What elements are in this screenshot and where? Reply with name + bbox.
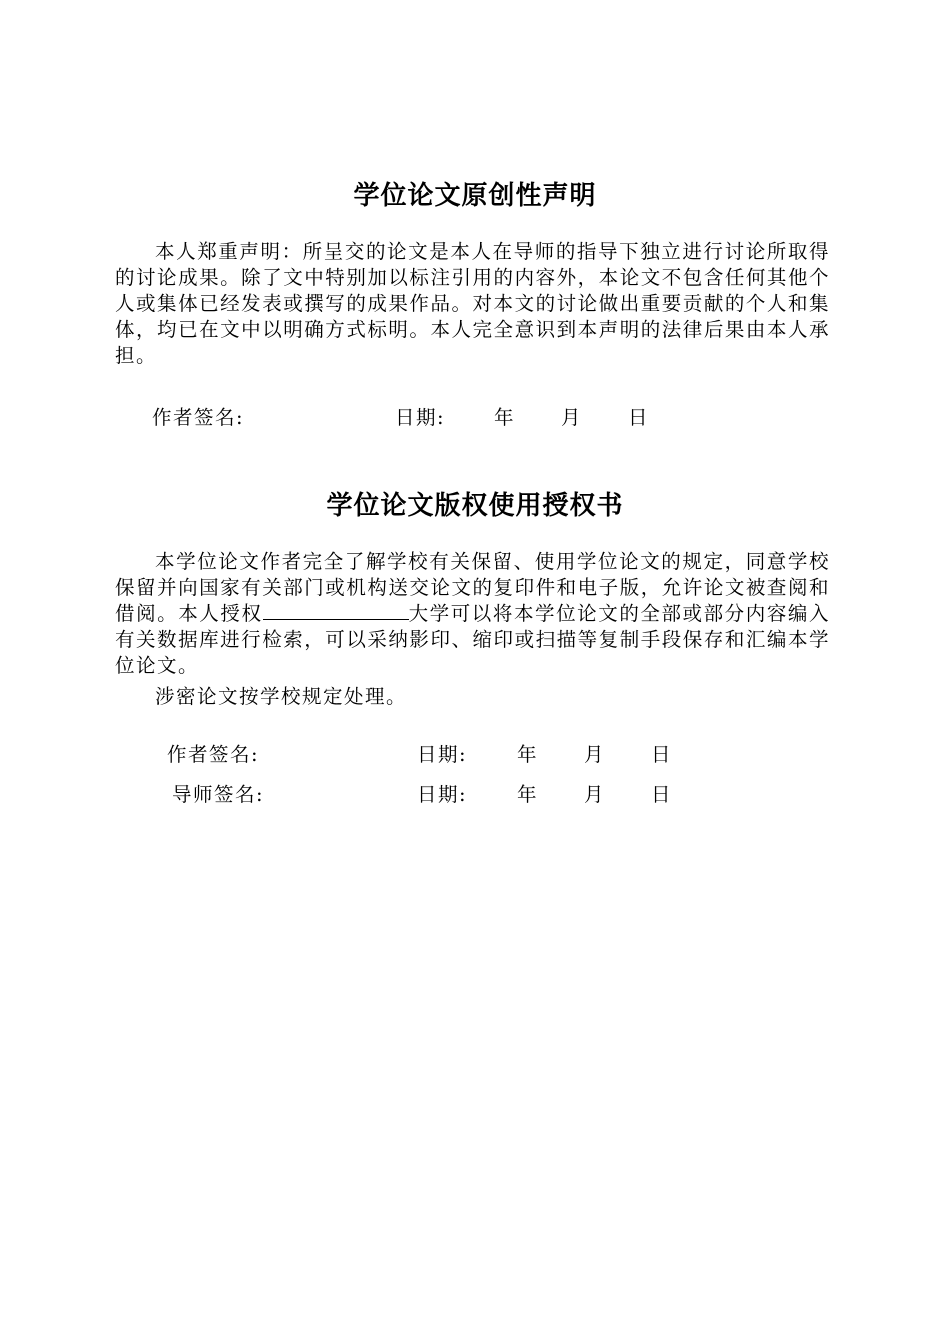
date-label: 日期: — [395, 406, 446, 429]
declaration-body: 本人郑重声明：所呈交的论文是本人在导师的指导下独立进行讨论所取得的讨论成果。除了文中特别加以标注引用的内容外，本论文不包含任何其他个人或集体已经发表或撰写的成果作品。对本文的讨论做出重要贡献的个人和集体，均已在文中以明确方式标明。本人完全意识到本声明的法律后果由本人承担。 — [115, 240, 830, 367]
author-signature-label: 作者签名: — [167, 743, 260, 766]
copyright-title: 学位论文版权使用授权书 — [326, 491, 624, 521]
copyright-author-signature-line — [0, 739, 950, 767]
day-label: 日 — [651, 743, 673, 766]
university-name-blank — [263, 601, 409, 620]
month-label: 月 — [584, 743, 606, 766]
day-label: 日 — [628, 406, 650, 429]
date-label: 日期: — [417, 783, 468, 806]
advisor-signature-label: 导师签名: — [172, 783, 265, 806]
day-label: 日 — [651, 783, 673, 806]
declaration-signature-line — [0, 402, 950, 430]
author-signature-label: 作者签名: — [152, 406, 245, 429]
copyright-body — [115, 549, 830, 679]
date-label: 日期: — [417, 743, 468, 766]
copyright-body-part1: 本学位论文作者完全了解学校有关保留、使用学位论文的规定，同意学校保留并向国家有关部门或机构送交论文的复印件和电子版，允许论文被查阅和借阅。本人授权 — [115, 550, 830, 625]
month-label: 月 — [561, 406, 583, 429]
year-label: 年 — [494, 406, 516, 429]
year-label: 年 — [517, 743, 539, 766]
confidential-note: 涉密论文按学校规定处理。 — [155, 685, 408, 708]
copyright-body-part2: 大学可以将本学位论文的全部或部分内容编入有关数据库进行检索，可以采纳影印、缩印或扫描等复制手段保存和汇编本学位论文。 — [115, 602, 830, 677]
month-label: 月 — [584, 783, 606, 806]
copyright-advisor-signature-line — [0, 779, 950, 807]
declaration-title: 学位论文原创性声明 — [353, 181, 597, 211]
year-label: 年 — [517, 783, 539, 806]
